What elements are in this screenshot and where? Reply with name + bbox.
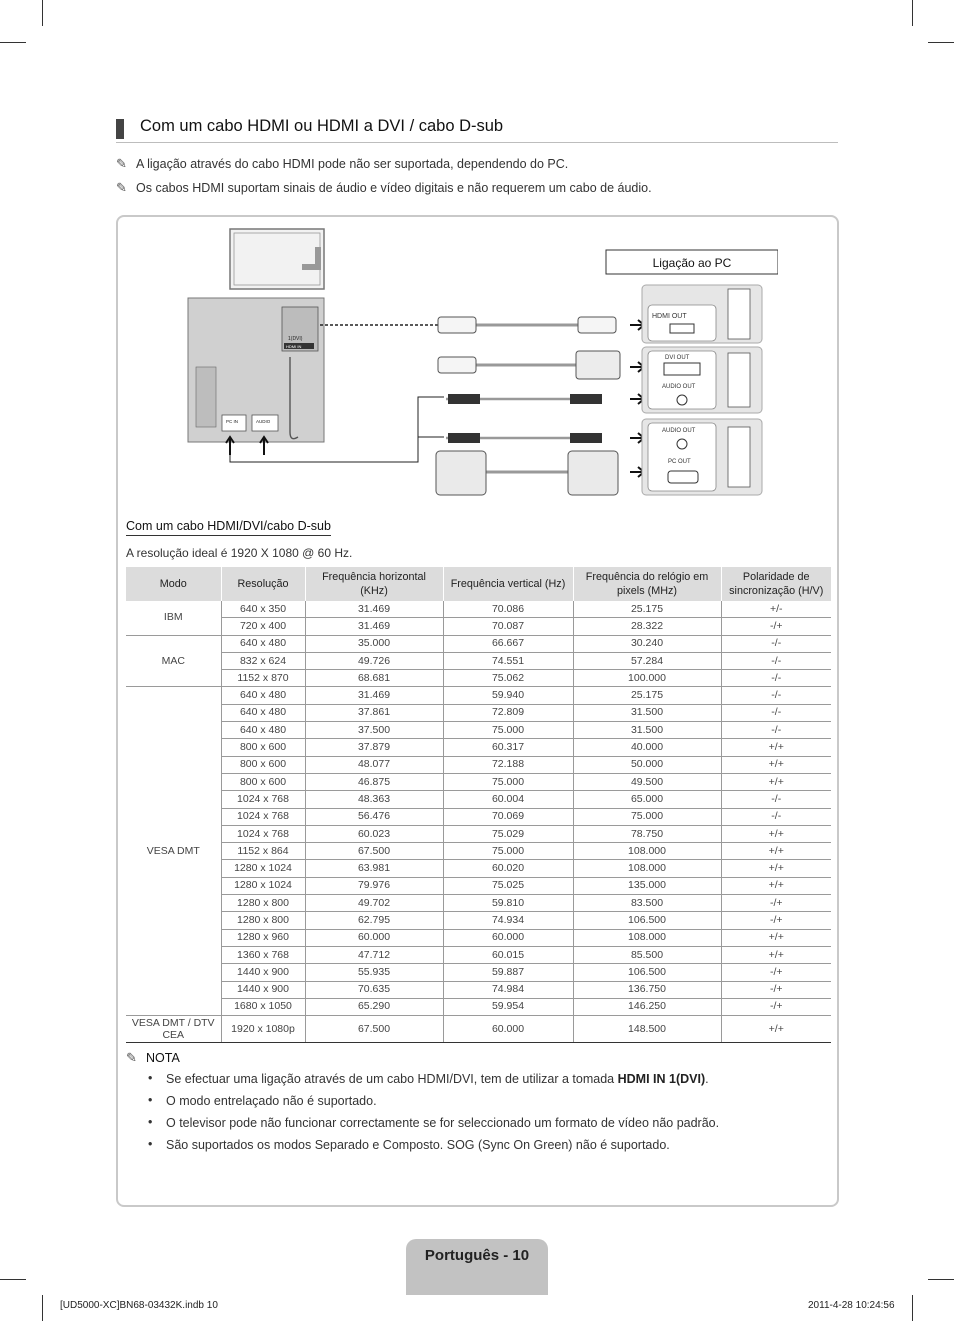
note-text: Os cabos HDMI suportam sinais de áudio e vídeo digitais e não requerem um cabo de áudio.: [136, 181, 652, 195]
table-cell: 66.667: [443, 635, 573, 652]
tv-label-2: HDMI IN: [286, 344, 302, 349]
audio-out-label: AUDIO OUT: [662, 428, 696, 434]
note-emphasis: HDMI IN 1(DVI): [617, 1072, 706, 1086]
table-cell: 800 x 600: [221, 739, 305, 756]
table-cell: 106.500: [573, 964, 721, 981]
table-cell: 60.317: [443, 739, 573, 756]
crop-mark: [0, 42, 26, 43]
crop-mark: [912, 1295, 913, 1321]
content-panel: [116, 215, 839, 1207]
table-cell: 74.934: [443, 912, 573, 929]
table-row: [126, 825, 831, 842]
table-cell: -/+: [721, 964, 831, 981]
table-cell: 85.500: [573, 946, 721, 963]
tv-front: [230, 229, 324, 289]
table-cell: 75.000: [443, 773, 573, 790]
table-cell: 59.810: [443, 895, 573, 912]
table-cell: 78.750: [573, 825, 721, 842]
table-cell: 1280 x 800: [221, 912, 305, 929]
table-cell: 1920 x 1080p: [221, 1016, 305, 1043]
table-cell: -/+: [721, 998, 831, 1015]
table-cell: 48.077: [305, 756, 443, 773]
tv-label-1: 1(DVI): [288, 336, 303, 342]
list-item: [148, 1072, 719, 1094]
crop-mark: [928, 1279, 954, 1280]
table-cell: 70.069: [443, 808, 573, 825]
table-cell: 720 x 400: [221, 618, 305, 635]
table-cell: 40.000: [573, 739, 721, 756]
table-cell: 70.086: [443, 601, 573, 618]
table-cell: 65.000: [573, 791, 721, 808]
table-cell: 37.879: [305, 739, 443, 756]
table-row: [126, 652, 831, 669]
table-cell: +/+: [721, 825, 831, 842]
note-text: Se efectuar uma ligação através de um cabo HDMI/DVI, tem de utilizar a tomada: [166, 1072, 618, 1086]
tv-label-4: AUDIO: [256, 419, 271, 424]
table-row: [126, 635, 831, 652]
table-row: [126, 946, 831, 963]
table-cell: -/-: [721, 635, 831, 652]
section-title: Com um cabo HDMI ou HDMI a DVI / cabo D-sub: [140, 117, 504, 135]
table-cell: 1440 x 900: [221, 964, 305, 981]
table-cell: 146.250: [573, 998, 721, 1015]
table-cell: 75.000: [443, 843, 573, 860]
table-cell: 70.087: [443, 618, 573, 635]
table-cell: 56.476: [305, 808, 443, 825]
table-cell: 100.000: [573, 670, 721, 687]
table-cell: 60.000: [443, 929, 573, 946]
table-row: [126, 722, 831, 739]
table-row: [126, 601, 831, 618]
table-cell: +/-: [721, 601, 831, 618]
hdmi-out-label: HDMI OUT: [652, 313, 687, 320]
table-cell: 35.000: [305, 635, 443, 652]
table-cell: 832 x 624: [221, 652, 305, 669]
table-cell: 48.363: [305, 791, 443, 808]
page-number-tab: [406, 1239, 548, 1295]
table-row: [126, 756, 831, 773]
title-marker: [116, 119, 124, 139]
table-cell: 63.981: [305, 860, 443, 877]
crop-mark: [0, 1279, 26, 1280]
table-cell: 31.469: [305, 601, 443, 618]
list-item: [148, 1116, 719, 1138]
table-cell: 60.000: [305, 929, 443, 946]
table-cell: 37.500: [305, 722, 443, 739]
table-cell: 31.500: [573, 704, 721, 721]
table-row: [126, 773, 831, 790]
column-header: Modo: [126, 567, 221, 601]
column-header: Frequência vertical (Hz): [443, 567, 573, 601]
table-cell: 60.000: [443, 1016, 573, 1043]
table-cell: 1152 x 864: [221, 843, 305, 860]
table-cell: 148.500: [573, 1016, 721, 1043]
table-cell: 50.000: [573, 756, 721, 773]
table-cell: -/-: [721, 652, 831, 669]
page-number: Português - 10: [424, 1247, 530, 1264]
table-cell: 49.702: [305, 895, 443, 912]
table-cell: 62.795: [305, 912, 443, 929]
table-cell: 800 x 600: [221, 756, 305, 773]
table-row: [126, 929, 831, 946]
table-cell: 74.984: [443, 981, 573, 998]
column-header: Frequência do relógio em pixels (MHz): [573, 567, 721, 601]
table-cell: +/+: [721, 946, 831, 963]
mode-cell: VESA DMT / DTV CEA: [126, 1016, 221, 1043]
table-cell: 1024 x 768: [221, 825, 305, 842]
table-cell: 65.290: [305, 998, 443, 1015]
table-cell: 25.175: [573, 601, 721, 618]
table-row: [126, 791, 831, 808]
table-cell: 640 x 480: [221, 635, 305, 652]
table-header-row: [126, 567, 831, 601]
table-cell: -/-: [721, 808, 831, 825]
table-cell: 60.004: [443, 791, 573, 808]
note-line: [116, 156, 568, 172]
table-cell: 59.954: [443, 998, 573, 1015]
table-cell: 1280 x 1024: [221, 860, 305, 877]
table-cell: +/+: [721, 739, 831, 756]
table-cell: 25.175: [573, 687, 721, 704]
table-heading: Com um cabo HDMI/DVI/cabo D-sub: [126, 519, 331, 536]
table-cell: -/+: [721, 912, 831, 929]
dvi-out-label: DVI OUT: [665, 355, 690, 361]
table-cell: 47.712: [305, 946, 443, 963]
nota-list: [148, 1072, 719, 1160]
table-cell: 640 x 480: [221, 687, 305, 704]
table-cell: +/+: [721, 1016, 831, 1043]
note-text: São suportados os modos Separado e Composto. SOG (Sync On Green) não é suportado.: [166, 1138, 670, 1152]
list-item: [148, 1138, 719, 1160]
table-cell: 1280 x 960: [221, 929, 305, 946]
table-cell: 106.500: [573, 912, 721, 929]
nota-heading: [126, 1050, 180, 1066]
table-cell: 60.020: [443, 860, 573, 877]
table-cell: 640 x 480: [221, 722, 305, 739]
table-cell: 1024 x 768: [221, 791, 305, 808]
table-row: [126, 981, 831, 998]
table-cell: 31.469: [305, 687, 443, 704]
table-cell: 75.000: [573, 808, 721, 825]
table-cell: 83.500: [573, 895, 721, 912]
table-cell: 135.000: [573, 877, 721, 894]
tv-label-3: PC IN: [226, 419, 239, 424]
table-cell: +/+: [721, 773, 831, 790]
table-cell: 1360 x 768: [221, 946, 305, 963]
table-cell: -/-: [721, 687, 831, 704]
ideal-resolution: A resolução ideal é 1920 X 1080 @ 60 Hz.: [126, 546, 353, 560]
table-row: [126, 1016, 831, 1043]
connection-diagram: [178, 227, 778, 527]
table-cell: 60.015: [443, 946, 573, 963]
table-cell: -/+: [721, 981, 831, 998]
table-cell: -/-: [721, 722, 831, 739]
table-cell: 108.000: [573, 843, 721, 860]
table-row: [126, 670, 831, 687]
table-cell: 60.023: [305, 825, 443, 842]
column-header: Frequência horizontal (KHz): [305, 567, 443, 601]
note-line: [116, 180, 652, 196]
table-row: [126, 912, 831, 929]
table-cell: 75.062: [443, 670, 573, 687]
table-cell: 108.000: [573, 860, 721, 877]
table-cell: -/-: [721, 791, 831, 808]
table-cell: 68.681: [305, 670, 443, 687]
note-text: .: [705, 1072, 709, 1086]
table-row: [126, 808, 831, 825]
table-cell: +/+: [721, 843, 831, 860]
table-cell: 67.500: [305, 1016, 443, 1043]
table-cell: 108.000: [573, 929, 721, 946]
table-cell: 59.887: [443, 964, 573, 981]
table-cell: -/-: [721, 704, 831, 721]
table-cell: 59.940: [443, 687, 573, 704]
table-row: [126, 895, 831, 912]
mode-cell: IBM: [126, 601, 221, 635]
table-cell: 75.029: [443, 825, 573, 842]
table-cell: 800 x 600: [221, 773, 305, 790]
table-cell: +/+: [721, 860, 831, 877]
table-cell: 67.500: [305, 843, 443, 860]
table-cell: 72.809: [443, 704, 573, 721]
footer-file: [UD5000-XC]BN68-03432K.indb 10: [60, 1300, 218, 1311]
table-cell: +/+: [721, 756, 831, 773]
table-cell: 75.025: [443, 877, 573, 894]
mode-cell: MAC: [126, 635, 221, 687]
note-text: O televisor pode não funcionar correctamente se for seleccionado um formato de vídeo não padrão.: [166, 1116, 720, 1130]
mode-cell: VESA DMT: [126, 687, 221, 1016]
table-cell: 49.726: [305, 652, 443, 669]
table-cell: 57.284: [573, 652, 721, 669]
table-cell: 72.188: [443, 756, 573, 773]
table-cell: 55.935: [305, 964, 443, 981]
note-text: O modo entrelaçado não é suportado.: [166, 1094, 377, 1108]
pencil-icon: ✎: [116, 156, 127, 171]
table-cell: 1280 x 800: [221, 895, 305, 912]
table-cell: 640 x 480: [221, 704, 305, 721]
pc-connection-label: Ligação ao PC: [652, 256, 732, 270]
table-row: [126, 860, 831, 877]
pencil-icon: ✎: [116, 180, 127, 195]
table-cell: 74.551: [443, 652, 573, 669]
table-cell: 46.875: [305, 773, 443, 790]
table-cell: +/+: [721, 877, 831, 894]
crop-mark: [912, 0, 913, 26]
table-row: [126, 739, 831, 756]
pencil-icon: ✎: [126, 1050, 137, 1065]
table-cell: 640 x 350: [221, 601, 305, 618]
table-row: [126, 618, 831, 635]
table-row: [126, 843, 831, 860]
table-cell: 1440 x 900: [221, 981, 305, 998]
pc-out-label: PC OUT: [668, 459, 691, 465]
table-row: [126, 687, 831, 704]
column-header: Polaridade de sincronização (H/V): [721, 567, 831, 601]
crop-mark: [42, 1295, 43, 1321]
table-row: [126, 704, 831, 721]
table-cell: 1152 x 870: [221, 670, 305, 687]
list-item: [148, 1094, 719, 1116]
table-cell: 31.469: [305, 618, 443, 635]
table-row: [126, 998, 831, 1015]
table-cell: 79.976: [305, 877, 443, 894]
table-cell: 31.500: [573, 722, 721, 739]
section-header: [116, 116, 838, 143]
table-cell: -/-: [721, 670, 831, 687]
table-cell: 75.000: [443, 722, 573, 739]
table-row: [126, 964, 831, 981]
table-cell: -/+: [721, 895, 831, 912]
table-cell: -/+: [721, 618, 831, 635]
crop-mark: [42, 0, 43, 26]
table-cell: 70.635: [305, 981, 443, 998]
column-header: Resolução: [221, 567, 305, 601]
table-row: [126, 877, 831, 894]
audio-out-label: AUDIO OUT: [662, 384, 696, 390]
table-cell: 37.861: [305, 704, 443, 721]
table-cell: 30.240: [573, 635, 721, 652]
table-cell: 28.322: [573, 618, 721, 635]
footer-date: 2011-4-28 10:24:56: [808, 1300, 895, 1311]
table-cell: 136.750: [573, 981, 721, 998]
display-modes-table: [126, 567, 831, 1043]
nota-title: NOTA: [146, 1051, 180, 1065]
table-cell: 1280 x 1024: [221, 877, 305, 894]
table-cell: 1024 x 768: [221, 808, 305, 825]
table-cell: 1680 x 1050: [221, 998, 305, 1015]
crop-mark: [928, 42, 954, 43]
table-cell: +/+: [721, 929, 831, 946]
note-text: A ligação através do cabo HDMI pode não ser suportada, dependendo do PC.: [136, 157, 569, 171]
table-cell: 49.500: [573, 773, 721, 790]
